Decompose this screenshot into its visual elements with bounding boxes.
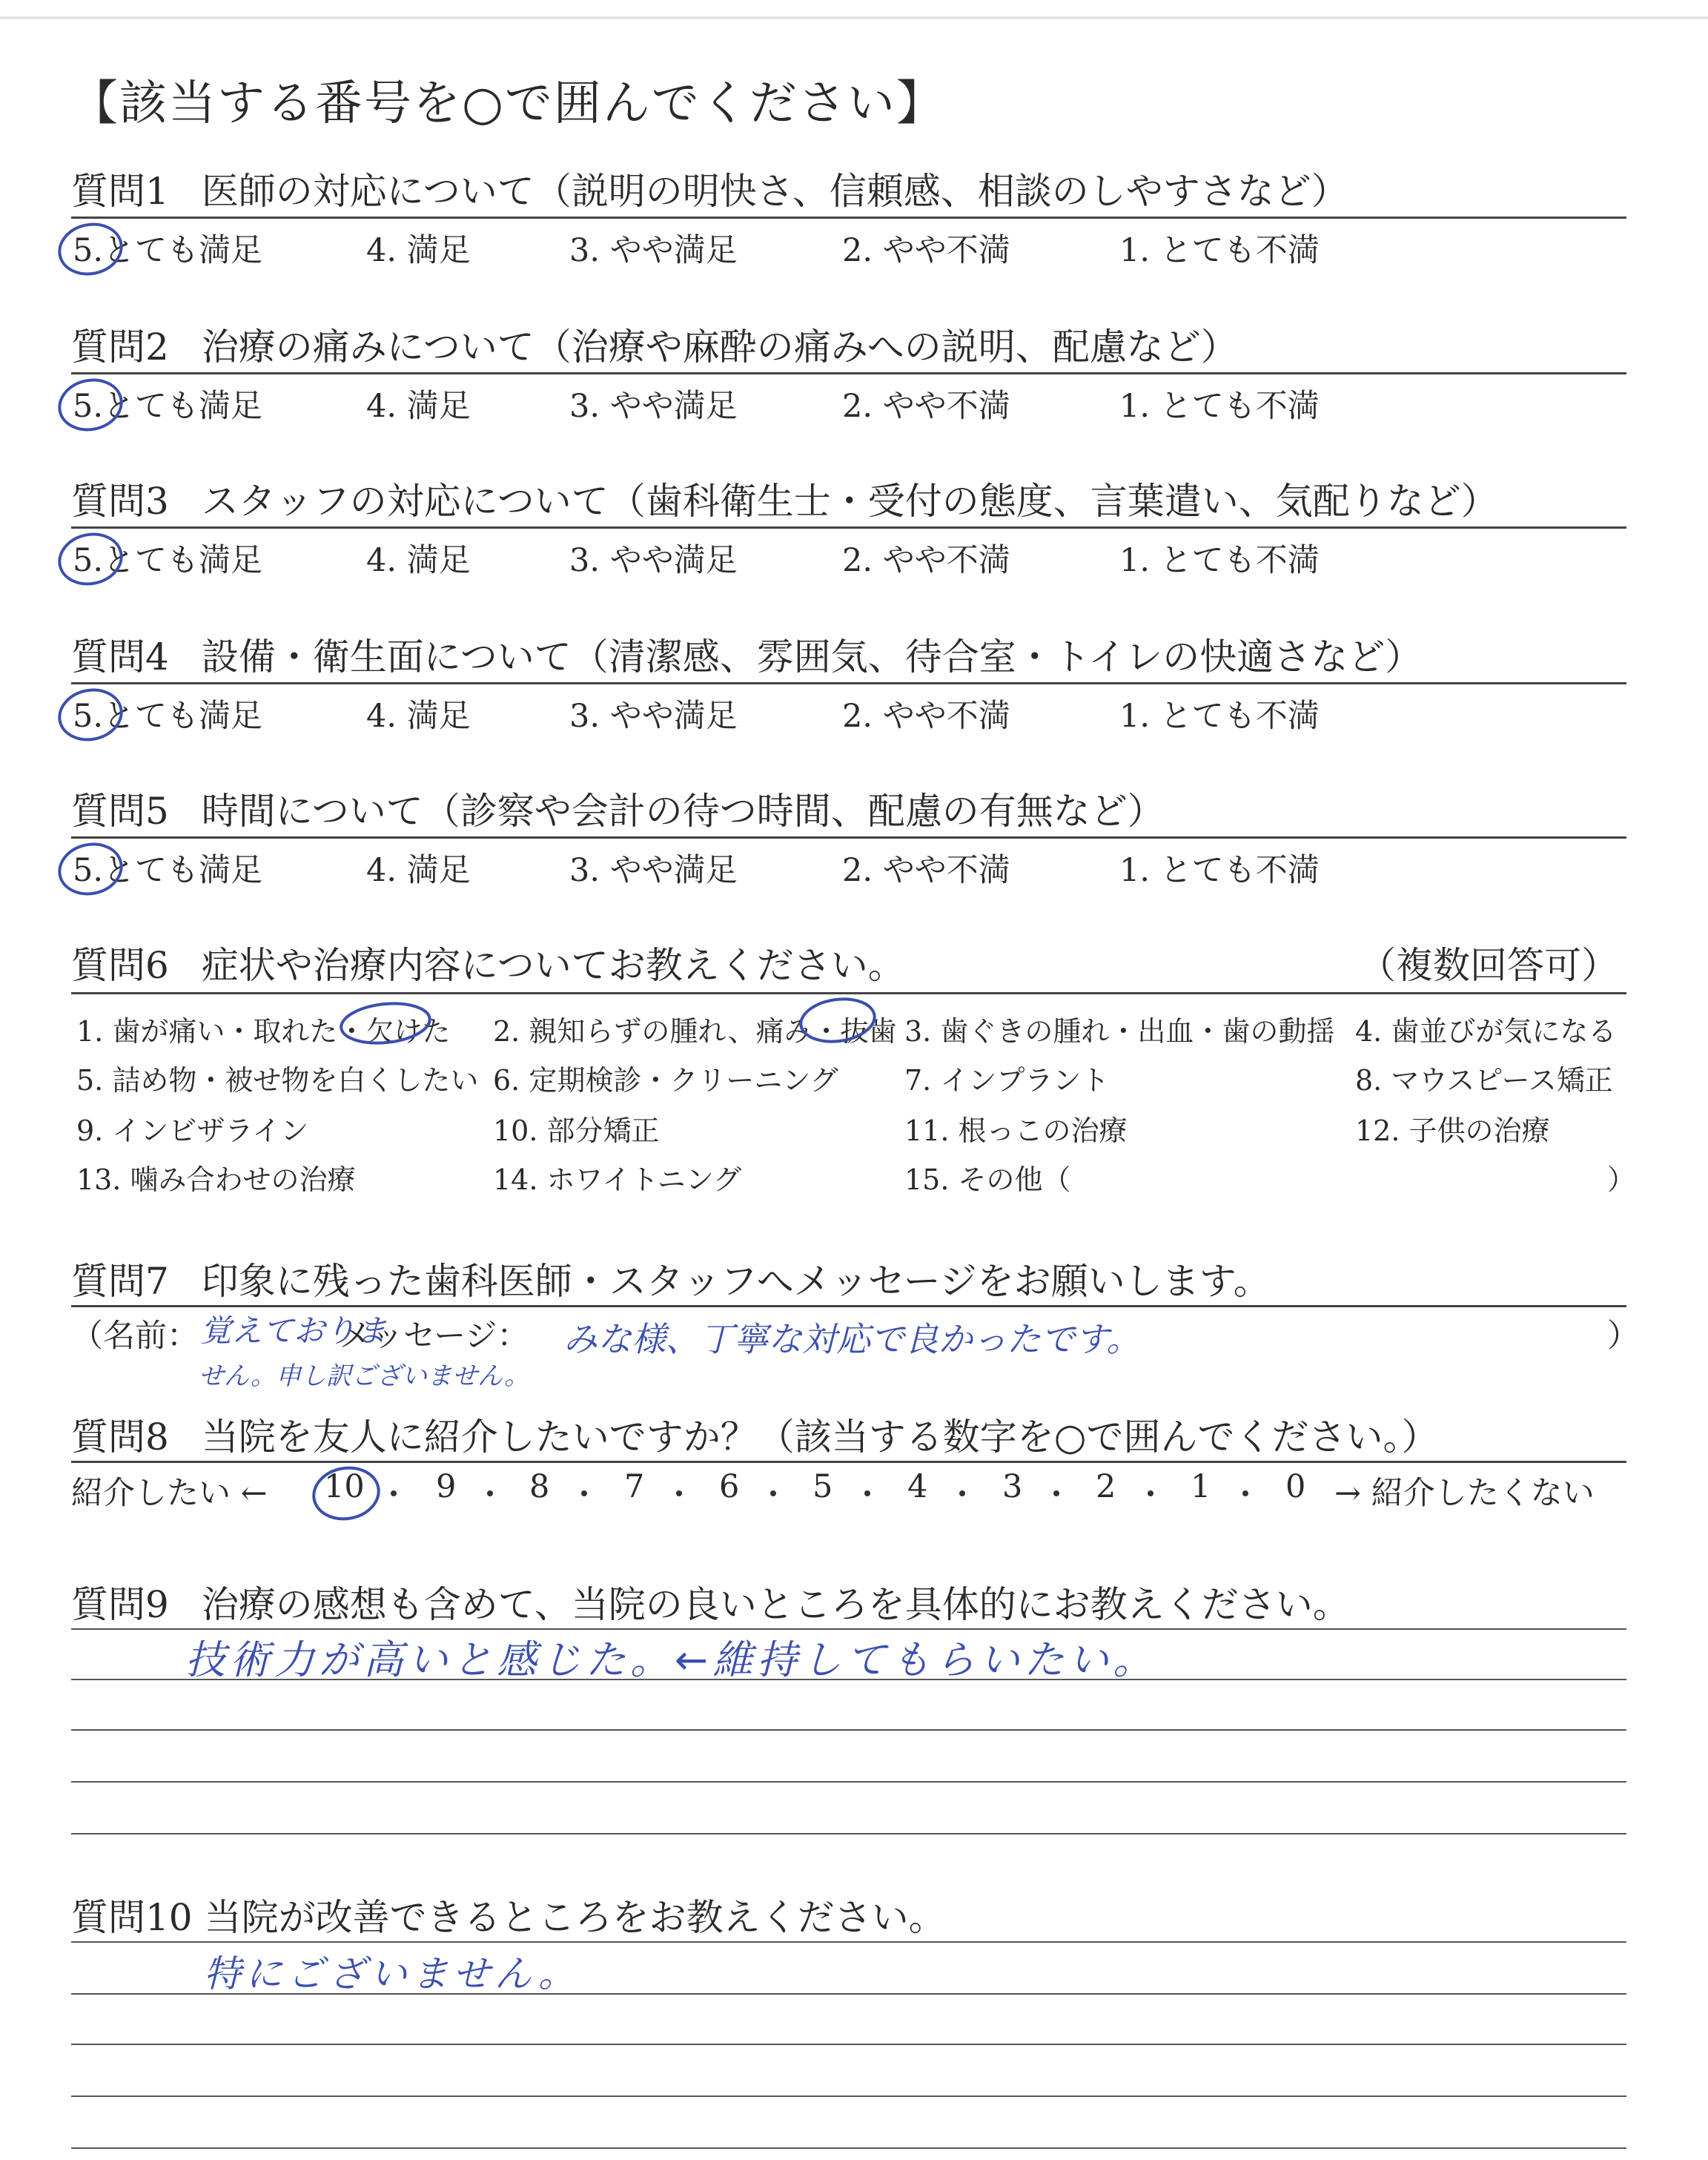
q10-label: 質問10 — [71, 1896, 193, 1939]
q6-other-close: ） — [1607, 1163, 1636, 1196]
q9-text: 治療の感想も含めて、当院の良いところを具体的にお教えください。 — [201, 1583, 1350, 1626]
q4-option-3[interactable]: 3. やや満足 — [569, 698, 738, 735]
q10-heading — [71, 1888, 946, 1941]
q7-hand-name-1: 覚えておりま — [200, 1312, 388, 1349]
q8-text: 当院を友人に紹介したいですか？（該当する数字を○で囲んでください。） — [201, 1416, 1439, 1459]
q10-line-3 — [71, 2044, 1626, 2045]
q8-left-label: 紹介したい ← — [71, 1475, 268, 1512]
q5-option-3[interactable]: 3. やや満足 — [569, 852, 738, 889]
q8-scale-4[interactable]: 4 — [907, 1468, 928, 1505]
q6-item-6[interactable]: 6. 定期検診・クリーニング — [493, 1064, 838, 1097]
q4-option-2[interactable]: 2. やや不満 — [842, 698, 1010, 735]
q1-option-1[interactable]: 1. とても不満 — [1119, 232, 1320, 269]
q2-heading — [71, 317, 1238, 371]
q8-scale-separator — [487, 1490, 493, 1496]
q6-item-2[interactable]: 2. 親知らずの腫れ、痛み・抜歯 — [493, 1015, 897, 1048]
q6-item-7[interactable]: 7. インプラント — [904, 1064, 1110, 1097]
q10-hand-answer: 特にございません。 — [204, 1952, 580, 1995]
q6-item-8[interactable]: 8. マウスピース矯正 — [1355, 1064, 1613, 1097]
q4-rule — [71, 682, 1626, 684]
q3-option-2[interactable]: 2. やや不満 — [842, 542, 1010, 579]
q6-item-4[interactable]: 4. 歯並びが気になる — [1355, 1015, 1617, 1048]
q8-scale-2[interactable]: 2 — [1096, 1468, 1116, 1505]
q2-option-5[interactable]: 5.とても満足 — [73, 388, 263, 425]
q6-item-15[interactable]: 15. その他（ — [904, 1163, 1071, 1196]
q6-item-13[interactable]: 13. 噛み合わせの治療 — [76, 1163, 356, 1196]
q8-scale-6[interactable]: 6 — [719, 1468, 740, 1505]
q2-selected-circle — [52, 375, 126, 435]
q2-rule — [71, 372, 1626, 374]
q8-selected-circle — [308, 1462, 389, 1526]
q1-rule — [71, 217, 1626, 219]
q3-option-5[interactable]: 5.とても満足 — [73, 542, 263, 579]
q3-label: 質問3 — [71, 480, 169, 523]
q8-scale-8[interactable]: 8 — [529, 1468, 550, 1505]
q1-selected-circle — [52, 219, 126, 279]
q7-close-paren: ） — [1607, 1318, 1639, 1355]
q9-line-3 — [71, 1729, 1626, 1731]
q8-scale-0[interactable]: 0 — [1285, 1468, 1306, 1505]
q1-option-4[interactable]: 4. 満足 — [366, 232, 471, 269]
q6-item-12[interactable]: 12. 子供の治療 — [1355, 1114, 1550, 1147]
q8-right-label: → 紹介したくない — [1334, 1475, 1595, 1512]
q8-scale-separator — [864, 1490, 870, 1496]
q6-heading — [71, 936, 905, 989]
q8-scale-separator — [391, 1490, 397, 1496]
q3-selected-circle — [52, 529, 126, 589]
q8-scale-separator — [581, 1490, 587, 1496]
q8-scale-1[interactable]: 1 — [1191, 1468, 1211, 1505]
q10-line-4 — [71, 2095, 1626, 2097]
q6-circle-item-1 — [337, 997, 434, 1049]
q6-item-3[interactable]: 3. 歯ぐきの腫れ・出血・歯の動揺 — [904, 1015, 1335, 1048]
page-top-edge — [0, 16, 1708, 19]
q6-item-1[interactable]: 1. 歯が痛い・取れた・欠けた — [76, 1015, 451, 1048]
q9-label: 質問9 — [71, 1583, 169, 1626]
q3-text: スタッフの対応について（歯科衛生士・受付の態度、言葉遣い、気配りなど） — [201, 480, 1498, 523]
q9-line-4 — [71, 1781, 1626, 1783]
q10-text: 当院が改善できるところをお教えください。 — [204, 1896, 946, 1939]
q4-heading — [71, 627, 1422, 681]
q6-item-10[interactable]: 10. 部分矯正 — [493, 1114, 660, 1147]
q5-option-2[interactable]: 2. やや不満 — [842, 852, 1010, 889]
q1-label: 質問1 — [71, 170, 169, 213]
q5-option-4[interactable]: 4. 満足 — [366, 852, 471, 889]
q8-scale-9[interactable]: 9 — [436, 1468, 457, 1505]
q9-heading — [71, 1575, 1350, 1628]
q8-scale-separator — [1242, 1490, 1248, 1496]
q1-heading — [71, 162, 1348, 215]
q8-heading — [71, 1407, 1438, 1461]
q6-item-9[interactable]: 9. インビザライン — [76, 1114, 309, 1147]
q4-label: 質問4 — [71, 635, 169, 678]
q7-heading — [71, 1252, 1271, 1305]
q5-text: 時間について（診察や会計の待つ時間、配慮の有無など） — [201, 790, 1165, 833]
q4-option-5[interactable]: 5.とても満足 — [73, 698, 263, 735]
q2-option-2[interactable]: 2. やや不満 — [842, 388, 1010, 425]
q1-option-3[interactable]: 3. やや満足 — [569, 232, 738, 269]
q8-label: 質問8 — [71, 1416, 169, 1459]
q6-circle-item-2 — [797, 994, 878, 1047]
q6-note: （複数回答可） — [1359, 944, 1618, 987]
instruction-heading: 【該当する番号を○で囲んでください】 — [70, 76, 945, 131]
q2-text: 治療の痛みについて（治療や麻酔の痛みへの説明、配慮など） — [201, 326, 1238, 369]
q8-scale-5[interactable]: 5 — [812, 1468, 833, 1505]
q10-line-1 — [71, 1941, 1626, 1943]
q8-scale-7[interactable]: 7 — [624, 1468, 645, 1505]
q8-scale-separator — [1148, 1490, 1153, 1496]
q7-hand-message: みな様、丁寧な対応で良かったです。 — [563, 1319, 1141, 1359]
q3-option-3[interactable]: 3. やや満足 — [569, 542, 738, 579]
q6-item-11[interactable]: 11. 根っこの治療 — [904, 1114, 1128, 1147]
q10-line-5 — [71, 2147, 1626, 2149]
q8-scale-10[interactable]: 10 — [324, 1468, 365, 1505]
q8-scale-separator — [770, 1490, 776, 1496]
q4-text: 設備・衛生面について（清潔感、雰囲気、待合室・トイレの快適さなど） — [201, 635, 1423, 678]
q8-scale-3[interactable]: 3 — [1002, 1468, 1023, 1505]
q6-item-14[interactable]: 14. ホワイトニング — [493, 1163, 742, 1196]
q8-scale-separator — [959, 1490, 965, 1496]
q7-hand-name-2: せん。申し訳ございません。 — [199, 1361, 530, 1391]
q9-line-5 — [71, 1833, 1626, 1834]
q3-rule — [71, 526, 1626, 529]
q5-rule — [71, 836, 1626, 839]
q4-option-4[interactable]: 4. 満足 — [366, 698, 471, 735]
q4-option-1[interactable]: 1. とても不満 — [1119, 698, 1320, 735]
q5-option-1[interactable]: 1. とても不満 — [1119, 852, 1320, 889]
q5-selected-circle — [52, 839, 126, 899]
q6-item-5[interactable]: 5. 詰め物・被せ物を白くしたい — [76, 1064, 479, 1097]
q5-option-5[interactable]: 5.とても満足 — [73, 852, 263, 889]
q7-name-label: （名前： — [71, 1318, 199, 1355]
q4-selected-circle — [52, 685, 126, 744]
q5-heading — [71, 782, 1165, 835]
q8-rule — [71, 1461, 1626, 1463]
q7-text: 印象に残った歯科医師・スタッフへメッセージをお願いします。 — [201, 1260, 1271, 1303]
q6-label: 質問6 — [71, 944, 169, 987]
q2-option-3[interactable]: 3. やや満足 — [569, 388, 738, 425]
q1-option-5[interactable]: 5.とても満足 — [73, 232, 263, 269]
q3-option-4[interactable]: 4. 満足 — [366, 542, 471, 579]
q3-heading — [71, 472, 1498, 525]
q2-option-4[interactable]: 4. 満足 — [366, 388, 471, 425]
q6-text: 症状や治療内容についてお教えください。 — [201, 944, 905, 987]
q9-hand-answer: 技術力が高いと感じた。←維持してもらいたい。 — [185, 1636, 1158, 1683]
q7-message-label: メッセージ： — [340, 1318, 529, 1355]
q5-label: 質問5 — [71, 790, 169, 833]
q8-scale-separator — [676, 1490, 682, 1496]
q7-label: 質問7 — [71, 1260, 169, 1303]
q1-text: 医師の対応について（説明の明快さ、信頼感、相談のしやすさなど） — [201, 170, 1348, 213]
q1-option-2[interactable]: 2. やや不満 — [842, 232, 1010, 269]
q2-option-1[interactable]: 1. とても不満 — [1119, 388, 1320, 425]
q3-option-1[interactable]: 1. とても不満 — [1119, 542, 1320, 579]
q8-scale-separator — [1053, 1490, 1059, 1496]
q2-label: 質問2 — [71, 326, 169, 369]
